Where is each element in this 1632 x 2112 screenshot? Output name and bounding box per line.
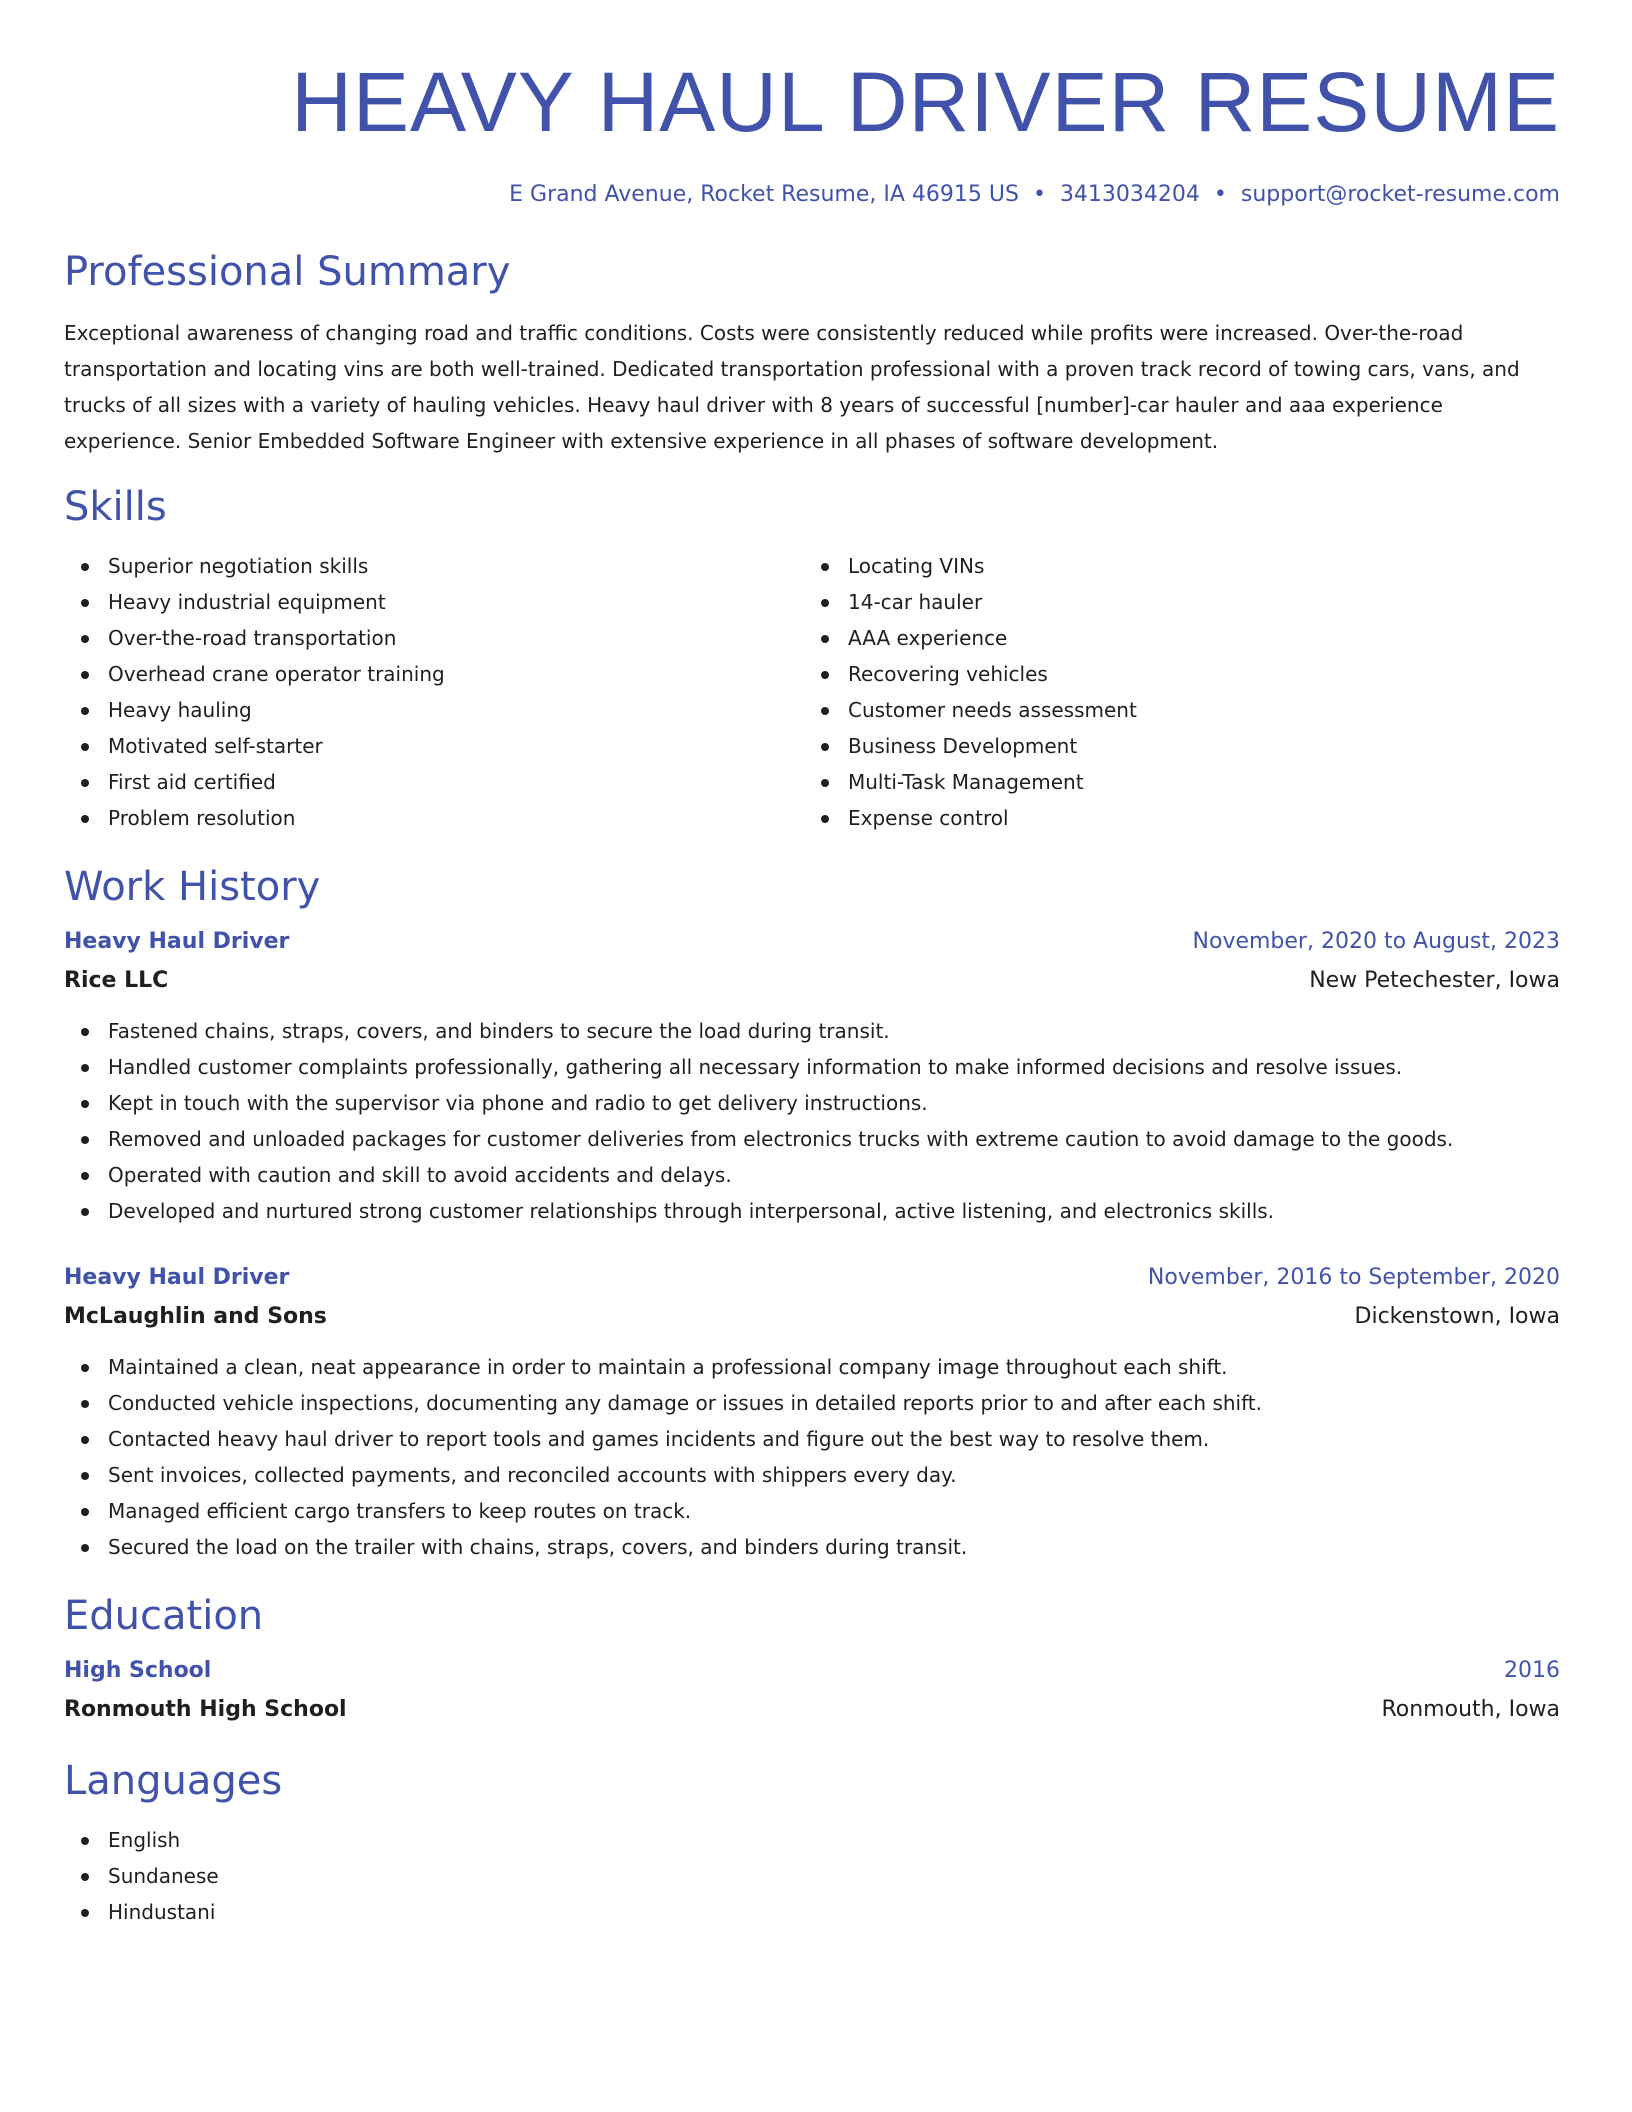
skill-item: Over-the-road transportation (64, 620, 804, 656)
education-degree: High School (64, 1658, 212, 1683)
summary-heading: Professional Summary (64, 249, 511, 295)
language-item: Sundanese (64, 1858, 1560, 1894)
skill-item: Superior negotiation skills (64, 548, 804, 584)
contact-separator: • (1213, 182, 1227, 207)
skill-item: Overhead crane operator training (64, 656, 804, 692)
skill-item: First aid certified (64, 764, 804, 800)
language-item: English (64, 1822, 1560, 1858)
skills-grid (64, 548, 1560, 836)
skill-item: Problem resolution (64, 800, 804, 836)
job-company: McLaughlin and Sons (64, 1304, 327, 1329)
job-bullets (64, 1349, 1560, 1565)
contact-email: support@rocket-resume.com (1240, 182, 1560, 207)
skills-section (64, 482, 1560, 836)
skill-item: Customer needs assessment (804, 692, 1544, 728)
job-location: New Petechester, Iowa (1309, 968, 1560, 993)
contact-address: E Grand Avenue, Rocket Resume, IA 46915 US (509, 182, 1019, 207)
work-history-heading: Work History (64, 864, 321, 910)
contact-separator: • (1032, 182, 1046, 207)
job-bullet: Managed efficient cargo transfers to keep routes on track. (64, 1493, 1560, 1529)
job-bullet: Secured the load on the trailer with chains, straps, covers, and binders during transit. (64, 1529, 1560, 1565)
skill-item: 14-car hauler (804, 584, 1544, 620)
job-title: Heavy Haul Driver (64, 929, 290, 954)
education-school: Ronmouth High School (64, 1697, 347, 1722)
skill-item: Heavy industrial equipment (64, 584, 804, 620)
job-title: Heavy Haul Driver (64, 1265, 290, 1290)
summary-text: Exceptional awareness of changing road and traffic conditions. Costs were consistently reduced while profits were increased. Over-the-road transportation and locating vins are both well-trained. Dedicated transportation professional with a proven track record of towing cars, vans, and trucks of all sizes with a variety of hauling vehicles. Heavy haul driver with 8 years of successful [number]-car hauler and aaa experience experience. Senior Embedded Software Engineer with extensive experience in all phases of software development. (64, 321, 1520, 453)
skill-item: Expense control (804, 800, 1544, 836)
education-heading: Education (64, 1593, 264, 1639)
education-header (64, 1652, 1560, 1690)
job-entry (64, 1259, 1560, 1565)
languages-list (64, 1822, 1560, 1930)
education-year: 2016 (1504, 1658, 1560, 1683)
contact-phone: 3413034204 (1059, 182, 1200, 207)
job-bullet: Handled customer complaints professionally, gathering all necessary information to make informed decisions and resolve issues. (64, 1049, 1560, 1085)
skill-item: AAA experience (804, 620, 1544, 656)
skill-item: Multi-Task Management (804, 764, 1544, 800)
job-company: Rice LLC (64, 968, 169, 993)
job-bullet: Conducted vehicle inspections, documenting any damage or issues in detailed reports prior to and after each shift. (64, 1385, 1560, 1421)
work-history-section (64, 862, 1560, 1565)
job-bullet: Contacted heavy haul driver to report tools and games incidents and figure out the best way to resolve them. (64, 1421, 1560, 1457)
job-bullets (64, 1013, 1560, 1229)
resume-page (64, 0, 1560, 1930)
skill-item: Business Development (804, 728, 1544, 764)
job-bullet: Sent invoices, collected payments, and reconciled accounts with shippers every day. (64, 1457, 1560, 1493)
resume-title: HEAVY HAUL DRIVER RESUME (291, 55, 1560, 149)
skill-item: Locating VINs (804, 548, 1544, 584)
job-entry (64, 923, 1560, 1229)
summary-section (64, 247, 1560, 459)
education-section (64, 1591, 1560, 1730)
education-entry (64, 1652, 1560, 1730)
job-header (64, 923, 1560, 961)
contact-line (64, 180, 1560, 210)
education-subheader (64, 1690, 1560, 1730)
job-header (64, 1259, 1560, 1297)
job-bullet: Removed and unloaded packages for customer deliveries from electronics trucks with extreme caution to avoid damage to the goods. (64, 1121, 1560, 1157)
job-bullet: Kept in touch with the supervisor via phone and radio to get delivery instructions. (64, 1085, 1560, 1121)
job-bullet: Developed and nurtured strong customer relationships through interpersonal, active listening, and electronics skills. (64, 1193, 1560, 1229)
language-item: Hindustani (64, 1894, 1560, 1930)
education-location: Ronmouth, Iowa (1381, 1697, 1560, 1722)
skills-right-list (804, 548, 1544, 836)
skills-heading: Skills (64, 484, 167, 530)
languages-section (64, 1756, 1560, 1930)
job-subheader (64, 961, 1560, 1001)
job-dates: November, 2020 to August, 2023 (1192, 929, 1560, 954)
skill-item: Motivated self-starter (64, 728, 804, 764)
skill-item: Recovering vehicles (804, 656, 1544, 692)
skill-item: Heavy hauling (64, 692, 804, 728)
languages-heading: Languages (64, 1758, 283, 1804)
job-location: Dickenstown, Iowa (1354, 1304, 1560, 1329)
job-bullet: Maintained a clean, neat appearance in order to maintain a professional company image throughout each shift. (64, 1349, 1560, 1385)
job-bullet: Fastened chains, straps, covers, and binders to secure the load during transit. (64, 1013, 1560, 1049)
job-bullet: Operated with caution and skill to avoid accidents and delays. (64, 1157, 1560, 1193)
skills-left-list (64, 548, 804, 836)
job-dates: November, 2016 to September, 2020 (1147, 1265, 1560, 1290)
job-subheader (64, 1297, 1560, 1337)
